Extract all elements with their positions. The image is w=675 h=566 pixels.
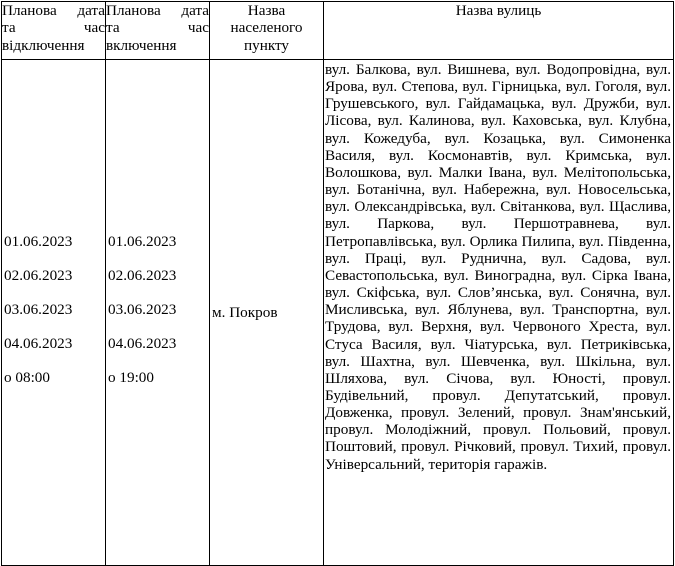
- off-datetime-cell: [2, 60, 106, 566]
- on-time: о 19:00: [108, 368, 154, 386]
- streets-cell: вул. Балкова, вул. Вишнева, вул. Водопровідна, вул. Ярова, вул. Степова, вул. Гірницька, вул. Гоголя, вул. Грушевського, вул. Гайдамацька, вул. Дружби, вул. Лісова, вул. Калинова, вул. Каховська, вул. Клубна, вул. Кожедуба, вул. Козацька, вул. Симоненка Василя, вул. Космонавтів, вул. Кримська, вул. Волошкова, вул. Малки Івана, вул. Мелітопольська, вул. Ботанічна, вул. Набережна, вул. Новосельська, вул. Олександрівська, вул. Світанкова, вул. Щаслива, вул. Паркова, вул. Першотравнева, вул. Петропавлівська, вул. Орлика Пилипа, вул. Південна, вул. Праці, вул. Руднична, вул. Садова, вул. Севастопольська, вул. Виноградна, вул. Сірка Івана, вул. Скіфська, вул. Слов’янська, вул. Сонячна, вул. Мисливська, вул. Яблунева, вул. Транспортна, вул. Трудова, вул. Верхня, вул. Червоного Хреста, вул. Стуса Василя, вул. Чіатурська, вул. Петриківська, вул. Шахтна, вул. Шевченка, вул. Шкільна, вул. Шляхова, вул. Січова, вул. Юності, провул. Будівельний, провул. Депутатський, провул. Довженка, провул. Зелений, провул. Знам'янський, провул. Молодіжний, провул. Польовий, провул. Поштовий, провул. Річковий, провул. Тихий, провул. Універсальний, територія гаражів.: [324, 60, 674, 566]
- on-date: 04.06.2023: [108, 334, 177, 352]
- header-row: [2, 2, 674, 60]
- off-date: 03.06.2023: [4, 300, 73, 318]
- off-time: о 08:00: [4, 368, 50, 386]
- header-on-datetime: Планова дата та час включення: [106, 2, 210, 60]
- header-settlement: Назва населеного пункту: [210, 2, 324, 60]
- on-date: 02.06.2023: [108, 266, 177, 284]
- outage-schedule-table: [1, 1, 674, 566]
- header-streets: Назва вулиць: [324, 2, 674, 60]
- header-off-datetime: Планова дата та час відключення: [2, 2, 106, 60]
- off-date: 02.06.2023: [4, 266, 73, 284]
- on-date: 01.06.2023: [108, 232, 177, 250]
- on-datetime-cell: [106, 60, 210, 566]
- off-date: 04.06.2023: [4, 334, 73, 352]
- off-date: 01.06.2023: [4, 232, 73, 250]
- table-row: [2, 60, 674, 566]
- on-date: 03.06.2023: [108, 300, 177, 318]
- settlement-cell: м. Покров: [210, 60, 324, 566]
